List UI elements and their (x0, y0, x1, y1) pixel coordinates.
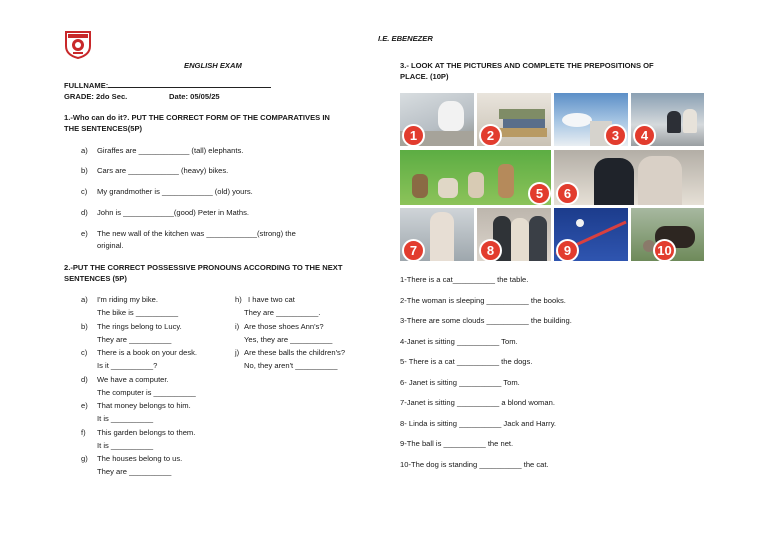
s3-sentence-10: 10-The dog is standing __________ the cat. (400, 460, 549, 469)
s2-item-a-l2: The bike is __________ (97, 308, 179, 317)
s2-item-g-letter: g) (81, 454, 88, 463)
exam-title: ENGLISH EXAM (184, 61, 242, 70)
picture-9 (554, 208, 628, 261)
s1-item-a-letter: a) (81, 146, 88, 155)
s1-item-e-letter: e) (81, 229, 88, 238)
s3-sentence-5: 5- There is a cat __________ the dogs. (400, 357, 533, 366)
ball (576, 219, 584, 227)
s2-item-c-l2: Is it __________? (97, 361, 158, 370)
s2-item-b-l2: They are __________ (97, 335, 172, 344)
s2-item-f-l1: This garden belongs to them. (97, 428, 196, 437)
picture-4 (631, 93, 704, 146)
date-label: Date: 05/05/25 (169, 92, 220, 101)
s1-item-d: John is ____________(good) Peter in Maths. (97, 208, 249, 217)
school-logo (64, 29, 92, 59)
s2-item-d-l1: We have a computer. (97, 375, 169, 384)
s3-sentence-9: 9-The ball is __________ the net. (400, 439, 514, 448)
s2-item-a-letter: a) (81, 295, 88, 304)
s3-sentence-4: 4-Janet is sitting __________ Tom. (400, 337, 518, 346)
s2-item-b-letter: b) (81, 322, 88, 331)
s1-item-e-cont: original. (97, 241, 124, 250)
picture-1 (400, 93, 474, 146)
s2-item-e-l2: It is __________ (97, 414, 154, 423)
picture-8 (477, 208, 551, 261)
picture-3-number: 3 (604, 124, 627, 146)
section2-title: 2.-PUT THE CORRECT POSSESSIVE PRONOUNS ACCORDING TO THE NEXT SENTENCES (5P) (64, 263, 343, 283)
s2-item-g-l2: They are __________ (97, 467, 172, 476)
s1-item-e: The new wall of the kitchen was ____________(strong) the (97, 229, 296, 238)
school-name: I.E. EBENEZER (378, 34, 433, 43)
picture-9-number: 9 (556, 239, 579, 261)
section3-title: 3.- LOOK AT THE PICTURES AND COMPLETE THE PREPOSITIONS OF PLACE. (10P) (400, 61, 654, 81)
s2-item-j-letter: j) (235, 348, 240, 357)
s3-sentence-3: 3-There are some clouds __________ the building. (400, 316, 572, 325)
picture-4-number: 4 (633, 124, 656, 146)
picture-5-number: 5 (528, 182, 551, 205)
grade-label: GRADE: 2do Sec. (64, 92, 128, 101)
s2-item-h-letter: h) (235, 295, 242, 304)
picture-6 (554, 150, 704, 205)
s1-item-c: My grandmother is ____________ (old) yours. (97, 187, 253, 196)
s2-item-d-letter: d) (81, 375, 88, 384)
picture-3 (554, 93, 628, 146)
s2-item-b-l1: The rings belong to Lucy. (97, 322, 182, 331)
s2-item-e-letter: e) (81, 401, 88, 410)
s2-item-h-l2: They are __________. (244, 308, 321, 317)
picture-6-number: 6 (556, 182, 579, 205)
s1-item-b: Cars are ____________ (heavy) bikes. (97, 166, 229, 175)
s2-item-g-l1: The houses belong to us. (97, 454, 183, 463)
picture-5 (400, 150, 551, 205)
picture-7 (400, 208, 474, 261)
s2-item-i-l2: Yes, they are __________ (244, 335, 333, 344)
picture-2-number: 2 (479, 124, 502, 146)
s2-item-f-letter: f) (81, 428, 86, 437)
picture-2 (477, 93, 551, 146)
picture-10-number: 10 (653, 239, 676, 261)
s2-item-c-letter: c) (81, 348, 88, 357)
s1-item-b-letter: b) (81, 166, 88, 175)
s1-item-c-letter: c) (81, 187, 88, 196)
fullname-label: FULLNAME: (64, 79, 271, 91)
s3-sentence-1: 1-There is a cat__________ the table. (400, 275, 529, 284)
s1-item-a: Giraffes are ____________ (tall) elephants. (97, 146, 244, 155)
s3-sentence-7: 7-Janet is sitting __________ a blond woman. (400, 398, 555, 407)
picture-1-number: 1 (402, 124, 425, 146)
picture-8-number: 8 (479, 239, 502, 261)
s2-item-i-l1: Are those shoes Ann's? (244, 322, 324, 331)
picture-7-number: 7 (402, 239, 425, 261)
s2-item-a-l1: I'm riding my bike. (97, 295, 158, 304)
s2-item-c-l1: There is a book on your desk. (97, 348, 198, 357)
s2-item-j-l1: Are these balls the children's? (244, 348, 346, 357)
s2-item-e-l1: That money belongs to him. (97, 401, 191, 410)
picture-10 (631, 208, 704, 261)
s3-sentence-8: 8- Linda is sitting __________ Jack and Harry. (400, 419, 557, 428)
section1-title: 1.-Who can do it?. PUT THE CORRECT FORM OF THE COMPARATIVES IN THE SENTENCES(5P) (64, 113, 330, 133)
s2-item-i-letter: i) (235, 322, 240, 331)
s2-item-j-l2: No, they aren't __________ (244, 361, 338, 370)
s3-sentence-6: 6- Janet is sitting __________ Tom. (400, 378, 520, 387)
s2-item-d-l2: The computer is __________ (97, 388, 196, 397)
s1-item-d-letter: d) (81, 208, 88, 217)
s3-sentence-2: 2-The woman is sleeping __________ the books. (400, 296, 566, 305)
s2-item-h-l1: I have two cat (248, 295, 295, 304)
s2-item-f-l2: It is __________ (97, 441, 154, 450)
